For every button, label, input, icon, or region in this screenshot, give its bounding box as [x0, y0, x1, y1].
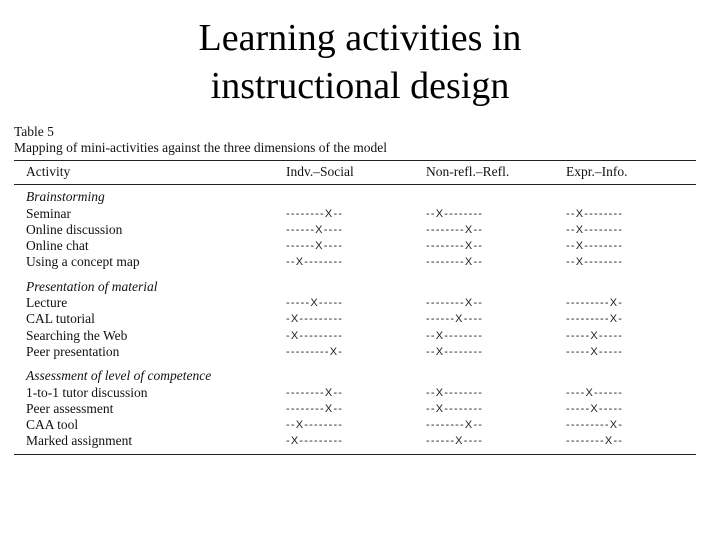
header-nonrefl-refl: Non-refl.–Refl. [426, 164, 510, 179]
table-body [14, 185, 696, 454]
activity-cell: Peer assessment [26, 400, 114, 416]
nonrefl-refl-scale: --------X-- [426, 419, 484, 432]
nonrefl-refl-scale: --------X-- [426, 256, 484, 269]
table-subcaption: Mapping of mini-activities against the three dimensions of the model [14, 140, 388, 155]
table-row [14, 254, 696, 270]
nonrefl-refl-scale: --------X-- [426, 297, 484, 310]
indv-social-scale: -X--------- [286, 313, 344, 326]
table-row [14, 401, 696, 417]
indv-social-scale: -----X----- [286, 297, 344, 310]
indv-social-scale: ------X---- [286, 240, 344, 253]
expr-info-scale: ----X------ [566, 386, 624, 399]
table-row [14, 295, 696, 311]
table-row [14, 417, 696, 433]
table-caption: Table 5 [14, 124, 54, 139]
header-expr-info: Expr.–Info. [566, 164, 628, 179]
indv-social-scale: --X-------- [286, 419, 344, 432]
table-row [14, 344, 696, 360]
table-row [14, 206, 696, 222]
expr-info-scale: -----X----- [566, 345, 624, 358]
expr-info-scale: -----X----- [566, 402, 624, 415]
mapping-table [14, 161, 696, 454]
nonrefl-refl-scale: --X-------- [426, 402, 484, 415]
nonrefl-refl-scale: --X-------- [426, 329, 484, 342]
activity-cell: Lecture [26, 295, 68, 311]
indv-social-scale: --X-------- [286, 256, 344, 269]
slide-title [0, 14, 720, 110]
expr-info-scale: --X-------- [566, 240, 624, 253]
table-figure [14, 124, 696, 455]
section-header-row [14, 368, 696, 384]
indv-social-scale: --------X-- [286, 386, 344, 399]
expr-info-scale: ---------X- [566, 313, 624, 326]
table-row [14, 311, 696, 327]
section-header-row [14, 279, 696, 295]
indv-social-scale: ------X---- [286, 223, 344, 236]
activity-cell: CAA tool [26, 417, 79, 433]
table-row [14, 328, 696, 344]
table-bottom-rule [14, 454, 696, 455]
expr-info-scale: --X-------- [566, 256, 624, 269]
indv-social-scale: --------X-- [286, 402, 344, 415]
header-activity: Activity [26, 164, 71, 179]
section-title: Brainstorming [26, 189, 105, 205]
nonrefl-refl-scale: ------X---- [426, 435, 484, 448]
activity-cell: Seminar [26, 205, 71, 221]
section-title: Presentation of material [26, 278, 158, 294]
indv-social-scale: -X--------- [286, 329, 344, 342]
nonrefl-refl-scale: --------X-- [426, 240, 484, 253]
activity-cell: Online discussion [26, 221, 123, 237]
section-title: Assessment of level of competence [26, 368, 212, 384]
section-header-row [14, 185, 696, 206]
activity-cell: Online chat [26, 238, 89, 254]
nonrefl-refl-scale: ------X---- [426, 313, 484, 326]
indv-social-scale: ---------X- [286, 345, 344, 358]
table-row [14, 385, 696, 401]
table-row [14, 433, 696, 453]
section-spacer [14, 271, 696, 279]
header-indv-social: Indv.–Social [286, 164, 354, 179]
indv-social-scale: -X--------- [286, 435, 344, 448]
activity-cell: CAL tutorial [26, 311, 95, 327]
nonrefl-refl-scale: --X-------- [426, 345, 484, 358]
expr-info-scale: ---------X- [566, 297, 624, 310]
table-row [14, 238, 696, 254]
table-header-row [14, 161, 696, 185]
slide-title-line-2: instructional design [210, 65, 510, 107]
activity-cell: 1-to-1 tutor discussion [26, 384, 148, 400]
expr-info-scale: --X-------- [566, 223, 624, 236]
expr-info-scale: -----X----- [566, 329, 624, 342]
table-row [14, 222, 696, 238]
nonrefl-refl-scale: --X-------- [426, 386, 484, 399]
activity-cell: Peer presentation [26, 343, 120, 359]
activity-cell: Using a concept map [26, 254, 140, 270]
activity-cell: Marked assignment [26, 433, 133, 449]
activity-cell: Searching the Web [26, 327, 128, 343]
nonrefl-refl-scale: --X-------- [426, 207, 484, 220]
expr-info-scale: --X-------- [566, 207, 624, 220]
expr-info-scale: --------X-- [566, 435, 624, 448]
nonrefl-refl-scale: --------X-- [426, 223, 484, 236]
slide-title-line-1: Learning activities in [198, 17, 522, 59]
section-spacer [14, 360, 696, 368]
expr-info-scale: ---------X- [566, 419, 624, 432]
indv-social-scale: --------X-- [286, 207, 344, 220]
